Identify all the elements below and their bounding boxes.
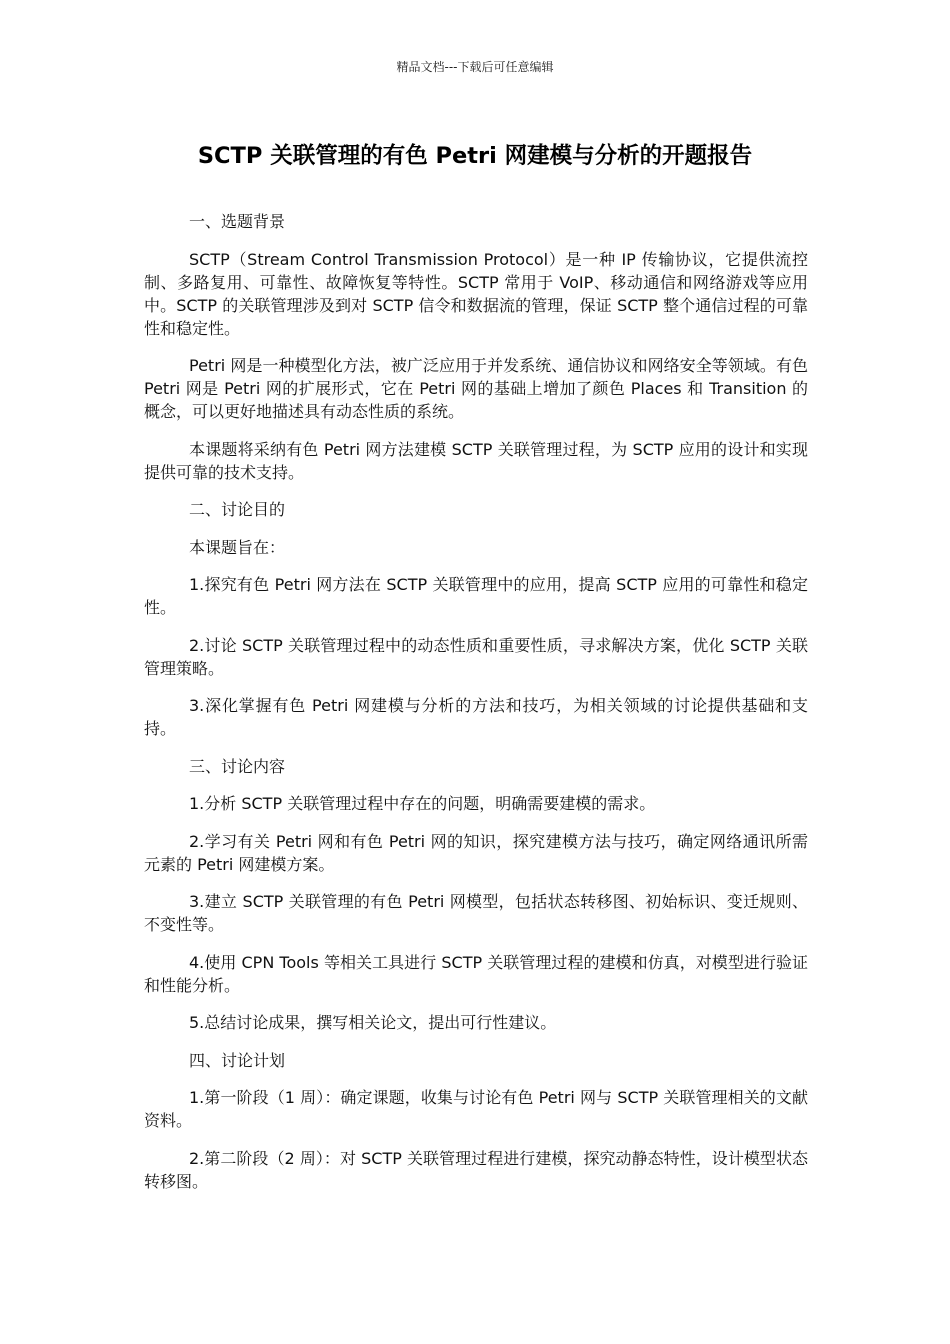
paragraph-sctp-intro: SCTP（Stream Control Transmission Protocol）是一种 IP 传输协议，它提供流控制、多路复用、可靠性、故障恢复等特性。SCTP 常用于 VoIP、移动通信和网络游戏等应用中。SCTP 的关联管理涉及到对 SCTP 信令和数据流的管理，保证 SCTP 整个通信过程的可靠性和稳定性。 — [144, 249, 808, 338]
header-note: 精品文档---下载后可任意编辑 — [396, 60, 554, 74]
section-heading-plan: 四、讨论计划 — [189, 1050, 286, 1070]
document-body — [144, 210, 808, 1207]
content-item-2: 2.学习有关 Petri 网和有色 Petri 网的知识，探究建模方法与技巧，确定网络通讯所需元素的 Petri 网建模方案。 — [144, 831, 808, 874]
paragraph-topic-plan: 本课题将采纳有色 Petri 网方法建模 SCTP 关联管理过程，为 SCTP 应用的设计和实现提供可靠的技术支持。 — [144, 439, 808, 482]
content-item-4: 4.使用 CPN Tools 等相关工具进行 SCTP 关联管理过程的建模和仿真，对模型进行验证和性能分析。 — [144, 952, 808, 995]
section-heading-background: 一、选题背景 — [189, 212, 286, 231]
section-heading-content: 三、讨论内容 — [189, 756, 286, 776]
content-item-5: 5.总结讨论成果，撰写相关论文，提出可行性建议。 — [189, 1013, 557, 1032]
plan-item-2: 2.第二阶段（2 周）：对 SCTP 关联管理过程进行建模，探究动静态特性，设计模型状态转移图。 — [144, 1148, 808, 1191]
section-heading-purpose: 二、讨论目的 — [189, 500, 286, 519]
content-item-1: 1.分析 SCTP 关联管理过程中存在的问题，明确需要建模的需求。 — [189, 794, 656, 813]
content-item-3: 3.建立 SCTP 关联管理的有色 Petri 网模型，包括状态转移图、初始标识、变迁规则、不变性等。 — [144, 892, 808, 934]
purpose-item-2: 2.讨论 SCTP 关联管理过程中的动态性质和重要性质，寻求解决方案，优化 SCTP 关联管理策略。 — [144, 635, 808, 678]
document-title: SCTP 关联管理的有色 Petri 网建模与分析的开题报告 — [197, 143, 753, 169]
plan-item-1: 1.第一阶段（1 周）：确定课题，收集与讨论有色 Petri 网与 SCTP 关联管理相关的文献资料。 — [144, 1088, 808, 1130]
paragraph-purpose-lead: 本课题旨在： — [189, 537, 286, 557]
purpose-item-1: 1.探究有色 Petri 网方法在 SCTP 关联管理中的应用，提高 SCTP 应用的可靠性和稳定性。 — [144, 575, 808, 617]
paragraph-petri-intro: Petri 网是一种模型化方法，被广泛应用于并发系统、通信协议和网络安全等领域。有色 Petri 网是 Petri 网的扩展形式，它在 Petri 网的基础上增加了颜色 Places 和 Transition 的概念，可以更好地描述具有动态性质的系统。 — [144, 356, 808, 421]
purpose-item-3: 3.深化掌握有色 Petri 网建模与分析的方法和技巧，为相关领域的讨论提供基础和支持。 — [144, 696, 808, 738]
